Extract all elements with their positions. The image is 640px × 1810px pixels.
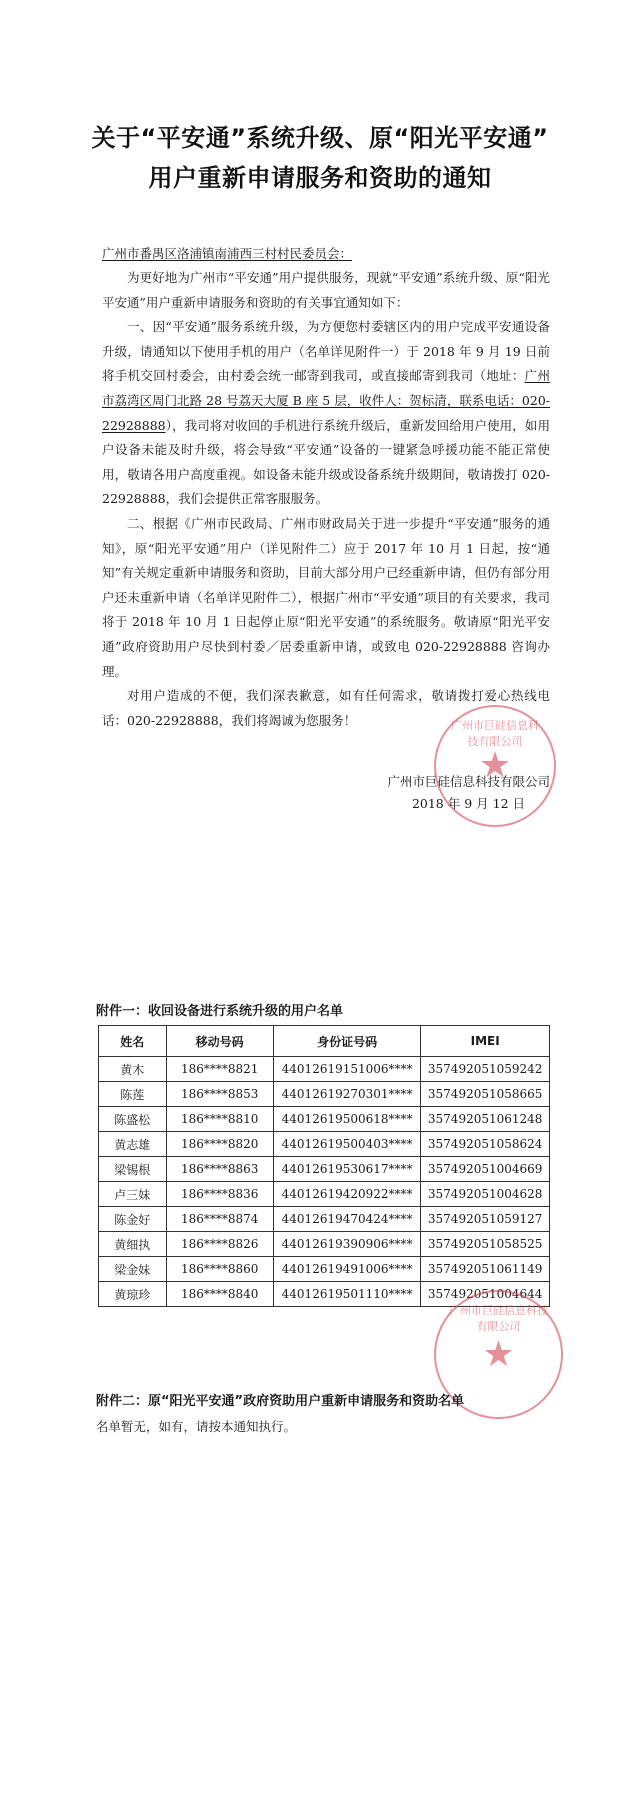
intro-paragraph: 为更好地为广州市“平安通”用户提供服务，现就“平安通”系统升级、原“阳光平安通”用户重新申请服务和资助的有关事宜通知如下：: [102, 270, 550, 310]
cell-mobile: 186****8853: [166, 1082, 273, 1107]
notice-title-line-2: 用户重新申请服务和资助的通知: [148, 164, 492, 192]
signature-company: 广州市巨硅信息科技有限公司: [387, 774, 550, 789]
cell-name: 黄琼珍: [99, 1282, 167, 1307]
cell-mobile: 186****8863: [166, 1157, 273, 1182]
header-id-number: 身份证号码: [273, 1026, 420, 1057]
header-name: 姓名: [99, 1026, 167, 1057]
cell-imei: 357492051004628: [421, 1182, 550, 1207]
seal-star-icon: ★: [478, 745, 512, 786]
cell-mobile: 186****8820: [166, 1132, 273, 1157]
cell-imei: 357492051058665: [421, 1082, 550, 1107]
cell-id-number: 44012619470424****: [273, 1207, 420, 1232]
annex-2-title: 附件二：原“阳光平安通”政府资助用户重新申请服务和资助名单: [96, 1394, 465, 1409]
cell-imei: 357492051059242: [421, 1057, 550, 1082]
cell-imei: 357492051061149: [421, 1257, 550, 1282]
notice-body: [102, 266, 550, 733]
seal-ring-text: 广州市巨硅信息科技有限公司: [451, 719, 539, 748]
cell-id-number: 44012619500618****: [273, 1107, 420, 1132]
table-row: [99, 1232, 550, 1257]
closing-paragraph: 对用户造成的不便，我们深表歉意，如有任何需求，敬请拨打爱心热线电话：020-22928888，我们将竭诚为您服务！: [102, 688, 550, 728]
cell-imei: 357492051061248: [421, 1107, 550, 1132]
table-row: [99, 1057, 550, 1082]
cell-imei: 357492051004644: [421, 1282, 550, 1307]
cell-mobile: 186****8840: [166, 1282, 273, 1307]
cell-name: 陈莲: [99, 1082, 167, 1107]
item-1-text-a: 一、因“平安通”服务系统升级，为方便您村委辖区内的用户完成平安通设备升级，请通知以下使用手机的用户（名单详见附件一）于 2018 年 9 月 19 日前将手机交回村委会，由村委会统一邮寄到我司，或直接邮寄到我司（地址：: [102, 319, 550, 384]
header-imei: IMEI: [421, 1026, 550, 1057]
cell-mobile: 186****8826: [166, 1232, 273, 1257]
table-row: [99, 1132, 550, 1157]
seal-ring-text: 广州市巨硅信息科技有限公司: [449, 1304, 548, 1333]
cell-mobile: 186****8810: [166, 1107, 273, 1132]
cell-imei: 357492051059127: [421, 1207, 550, 1232]
addressee: 广州市番禺区洛浦镇南浦西三村村民委员会：: [102, 246, 353, 261]
seal-star-icon: ★: [482, 1333, 515, 1375]
item-1-text-b: ），我司将对收回的手机进行系统升级后，重新发回给用户使用，如用户设备未能及时升级，将会导致“平安通”设备的一键紧急呼援功能不能正常使用，敬请各用户高度重视。如设备未能升级或设备系统升级期间，敬请拨打 020-22928888，我们会提供正常客服服务。: [102, 417, 550, 507]
cell-id-number: 44012619151006****: [273, 1057, 420, 1082]
table-row: [99, 1182, 550, 1207]
cell-name: 黄志雄: [99, 1132, 167, 1157]
cell-imei: 357492051004669: [421, 1157, 550, 1182]
cell-mobile: 186****8874: [166, 1207, 273, 1232]
user-table: [98, 1025, 550, 1307]
signature-date: 2018 年 9 月 12 日: [411, 796, 525, 811]
cell-id-number: 44012619501110****: [273, 1282, 420, 1307]
annex-2-note: 名单暂无，如有，请按本通知执行。: [96, 1419, 297, 1434]
cell-mobile: 186****8836: [166, 1182, 273, 1207]
item-2-paragraph: 二、根据《广州市民政局、广州市财政局关于进一步提升“平安通”服务的通知》，原“阳光平安通”用户（详见附件二）应于 2017 年 10 月 1 日起，按“通知”有关规定重新申请服务和资助，目前大部分用户已经重新申请，但仍有部分用户还未重新申请（名单详见附件二），根据广州市“平安通”项目的有关要求，我司将于 2018 年 10 月 1 日起停止原“阳光平安通”的系统服务。敬请原“阳光平安通”政府资助用户尽快到村委／居委重新申请，或致电 020-22928888 咨询办理。: [102, 515, 550, 679]
table-row: [99, 1157, 550, 1182]
notice-title-line-1: 关于“平安通”系统升级、原“阳光平安通”: [91, 124, 549, 152]
cell-name: 黄细执: [99, 1232, 167, 1257]
cell-imei: 357492051058525: [421, 1232, 550, 1257]
cell-name: 卢三妹: [99, 1182, 167, 1207]
cell-id-number: 44012619491006****: [273, 1257, 420, 1282]
table-row: [99, 1082, 550, 1107]
cell-id-number: 44012619530617****: [273, 1157, 420, 1182]
header-mobile: 移动号码: [166, 1026, 273, 1057]
cell-name: 陈盛松: [99, 1107, 167, 1132]
cell-name: 梁锡根: [99, 1157, 167, 1182]
cell-id-number: 44012619390906****: [273, 1232, 420, 1257]
cell-imei: 357492051058624: [421, 1132, 550, 1157]
cell-mobile: 186****8860: [166, 1257, 273, 1282]
cell-id-number: 44012619270301****: [273, 1082, 420, 1107]
cell-id-number: 44012619420922****: [273, 1182, 420, 1207]
cell-id-number: 44012619500403****: [273, 1132, 420, 1157]
table-row: [99, 1207, 550, 1232]
cell-name: 黄木: [99, 1057, 167, 1082]
annex-1-title: 附件一：收回设备进行系统升级的用户名单: [96, 1004, 344, 1019]
item-1-address: 广州市荔湾区周门北路 28 号荔天大厦 B 座 5 层，收件人：贺标清，联系电话：020-22928888: [102, 368, 550, 433]
item-1-paragraph: [102, 315, 550, 512]
cell-mobile: 186****8821: [166, 1057, 273, 1082]
table-row: [99, 1107, 550, 1132]
cell-name: 梁金妹: [99, 1257, 167, 1282]
table-row: [99, 1257, 550, 1282]
table-header-row: [99, 1026, 550, 1057]
cell-name: 陈金好: [99, 1207, 167, 1232]
